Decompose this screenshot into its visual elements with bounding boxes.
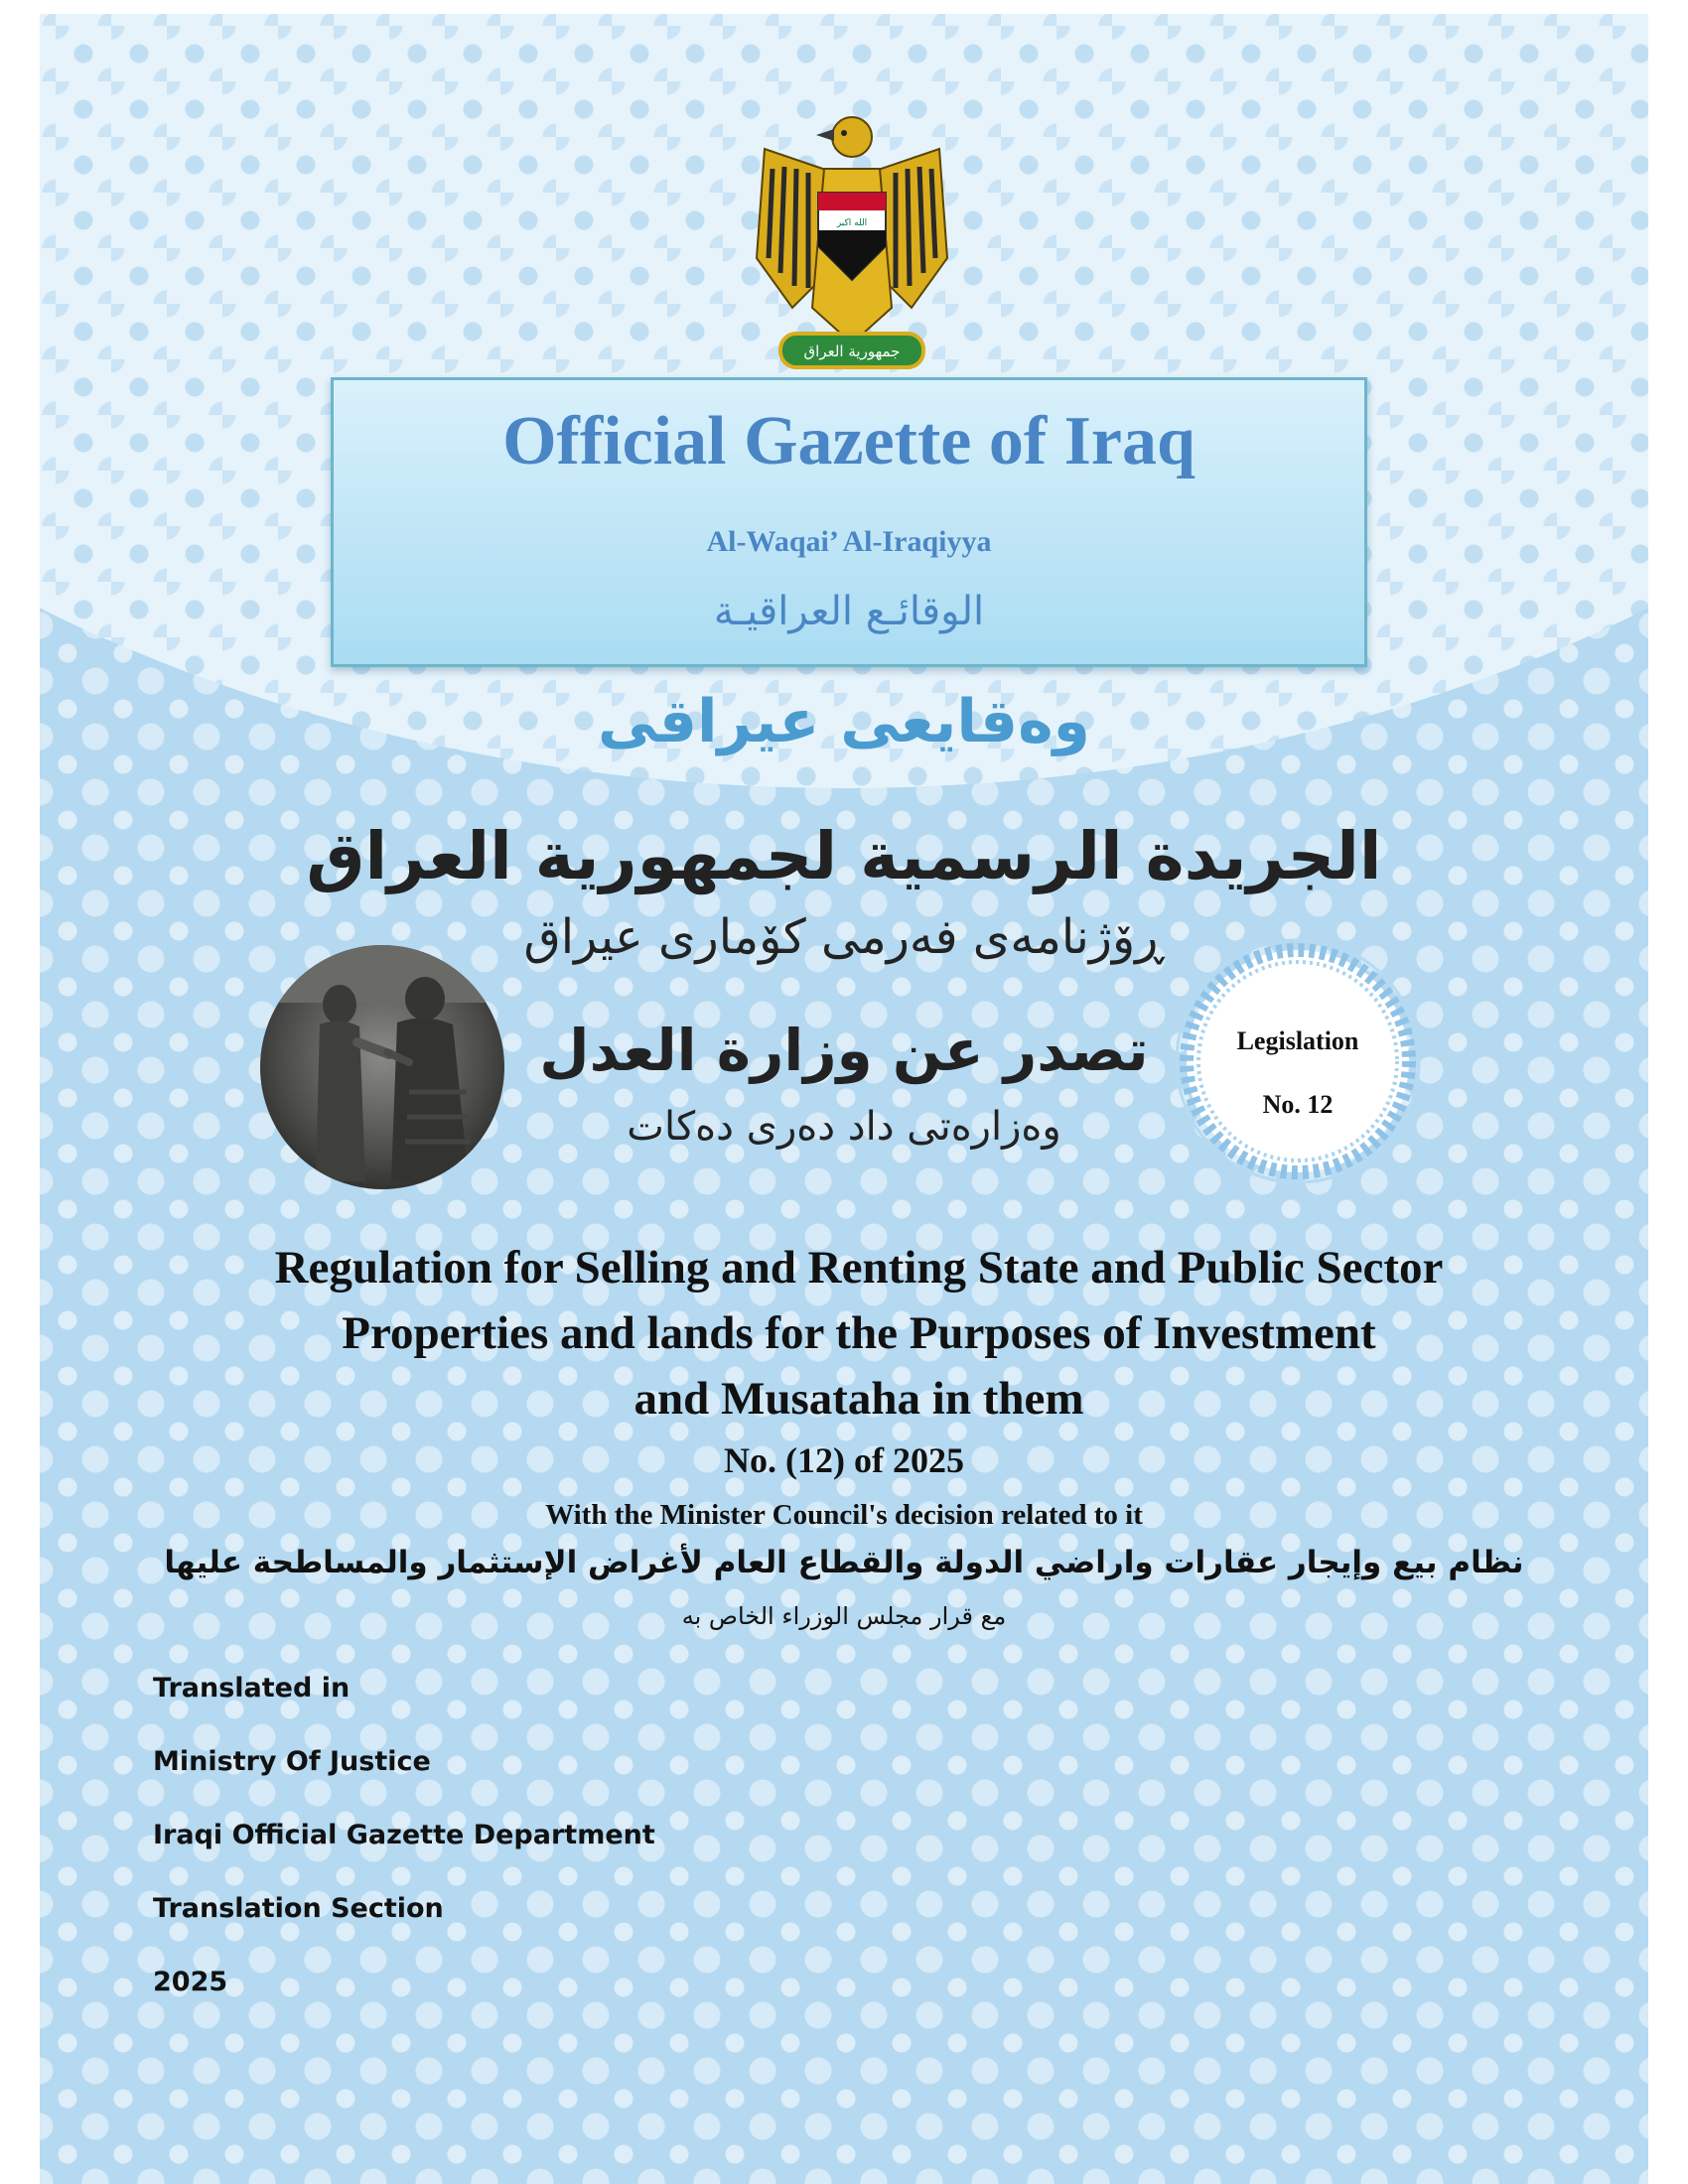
title-box bbox=[331, 377, 1367, 667]
credit-line: Ministry Of Justice bbox=[153, 1746, 431, 1777]
emblem-banner-text: جمهورية العراق bbox=[803, 342, 901, 360]
credit-line: Translated in bbox=[153, 1673, 351, 1704]
emblem-flag-text: الله اكبر bbox=[836, 218, 868, 228]
legislation-badge-label: Legislation bbox=[1236, 1026, 1359, 1055]
issued-by-ministry-kurdish: وەزارەتی داد دەری دەکات bbox=[627, 1104, 1061, 1150]
official-gazette-kurdish-heading: ڕۆژنامەی فەرمی کۆماری عیراق bbox=[523, 909, 1165, 965]
regulation-title bbox=[218, 1235, 1499, 1432]
gazette-cover-page bbox=[40, 14, 1648, 2184]
gazette-title-arabic: الوقائـع العراقيـة bbox=[713, 589, 985, 634]
gazette-title-kurdish: وەقايعى عيراقى bbox=[598, 687, 1090, 756]
credit-line: Iraqi Official Gazette Department bbox=[153, 1820, 655, 1850]
iraq-eagle-emblem-icon bbox=[753, 109, 951, 379]
regulation-number: No. (12) of 2025 bbox=[724, 1440, 964, 1480]
regulation-title-line: Properties and lands for the Purposes of Investment bbox=[342, 1307, 1376, 1359]
legislation-badge-number: No. 12 bbox=[1262, 1090, 1334, 1119]
regulation-title-arabic: نظام بيع وإيجار عقارات واراضي الدولة والقطاع العام لأغراض الإستثمار والمساطحة عليها bbox=[164, 1545, 1524, 1580]
regulation-subtitle: With the Minister Council's decision related to it bbox=[545, 1499, 1143, 1531]
regulation-title-line: Regulation for Selling and Renting State and Public Sector bbox=[274, 1242, 1444, 1294]
legislation-badge-frame-icon bbox=[1174, 937, 1422, 1185]
gazette-title-english: Official Gazette of Iraq bbox=[502, 403, 1196, 479]
credit-line: Translation Section bbox=[153, 1893, 444, 1924]
gazette-title-transliteration: Al-Waqai’ Al-Iraqiyya bbox=[706, 525, 992, 558]
issued-by-ministry-arabic: تصدر عن وزارة العدل bbox=[539, 1017, 1149, 1084]
translation-credits bbox=[153, 1652, 848, 2019]
regulation-subtitle-arabic: مع قرار مجلس الوزراء الخاص به bbox=[681, 1602, 1007, 1630]
official-gazette-arabic-heading: الجريدة الرسمية لجمهورية العراق bbox=[306, 818, 1382, 894]
regulation-title-line: and Musataha in them bbox=[633, 1373, 1084, 1425]
credit-line: 2025 bbox=[153, 1967, 228, 1997]
